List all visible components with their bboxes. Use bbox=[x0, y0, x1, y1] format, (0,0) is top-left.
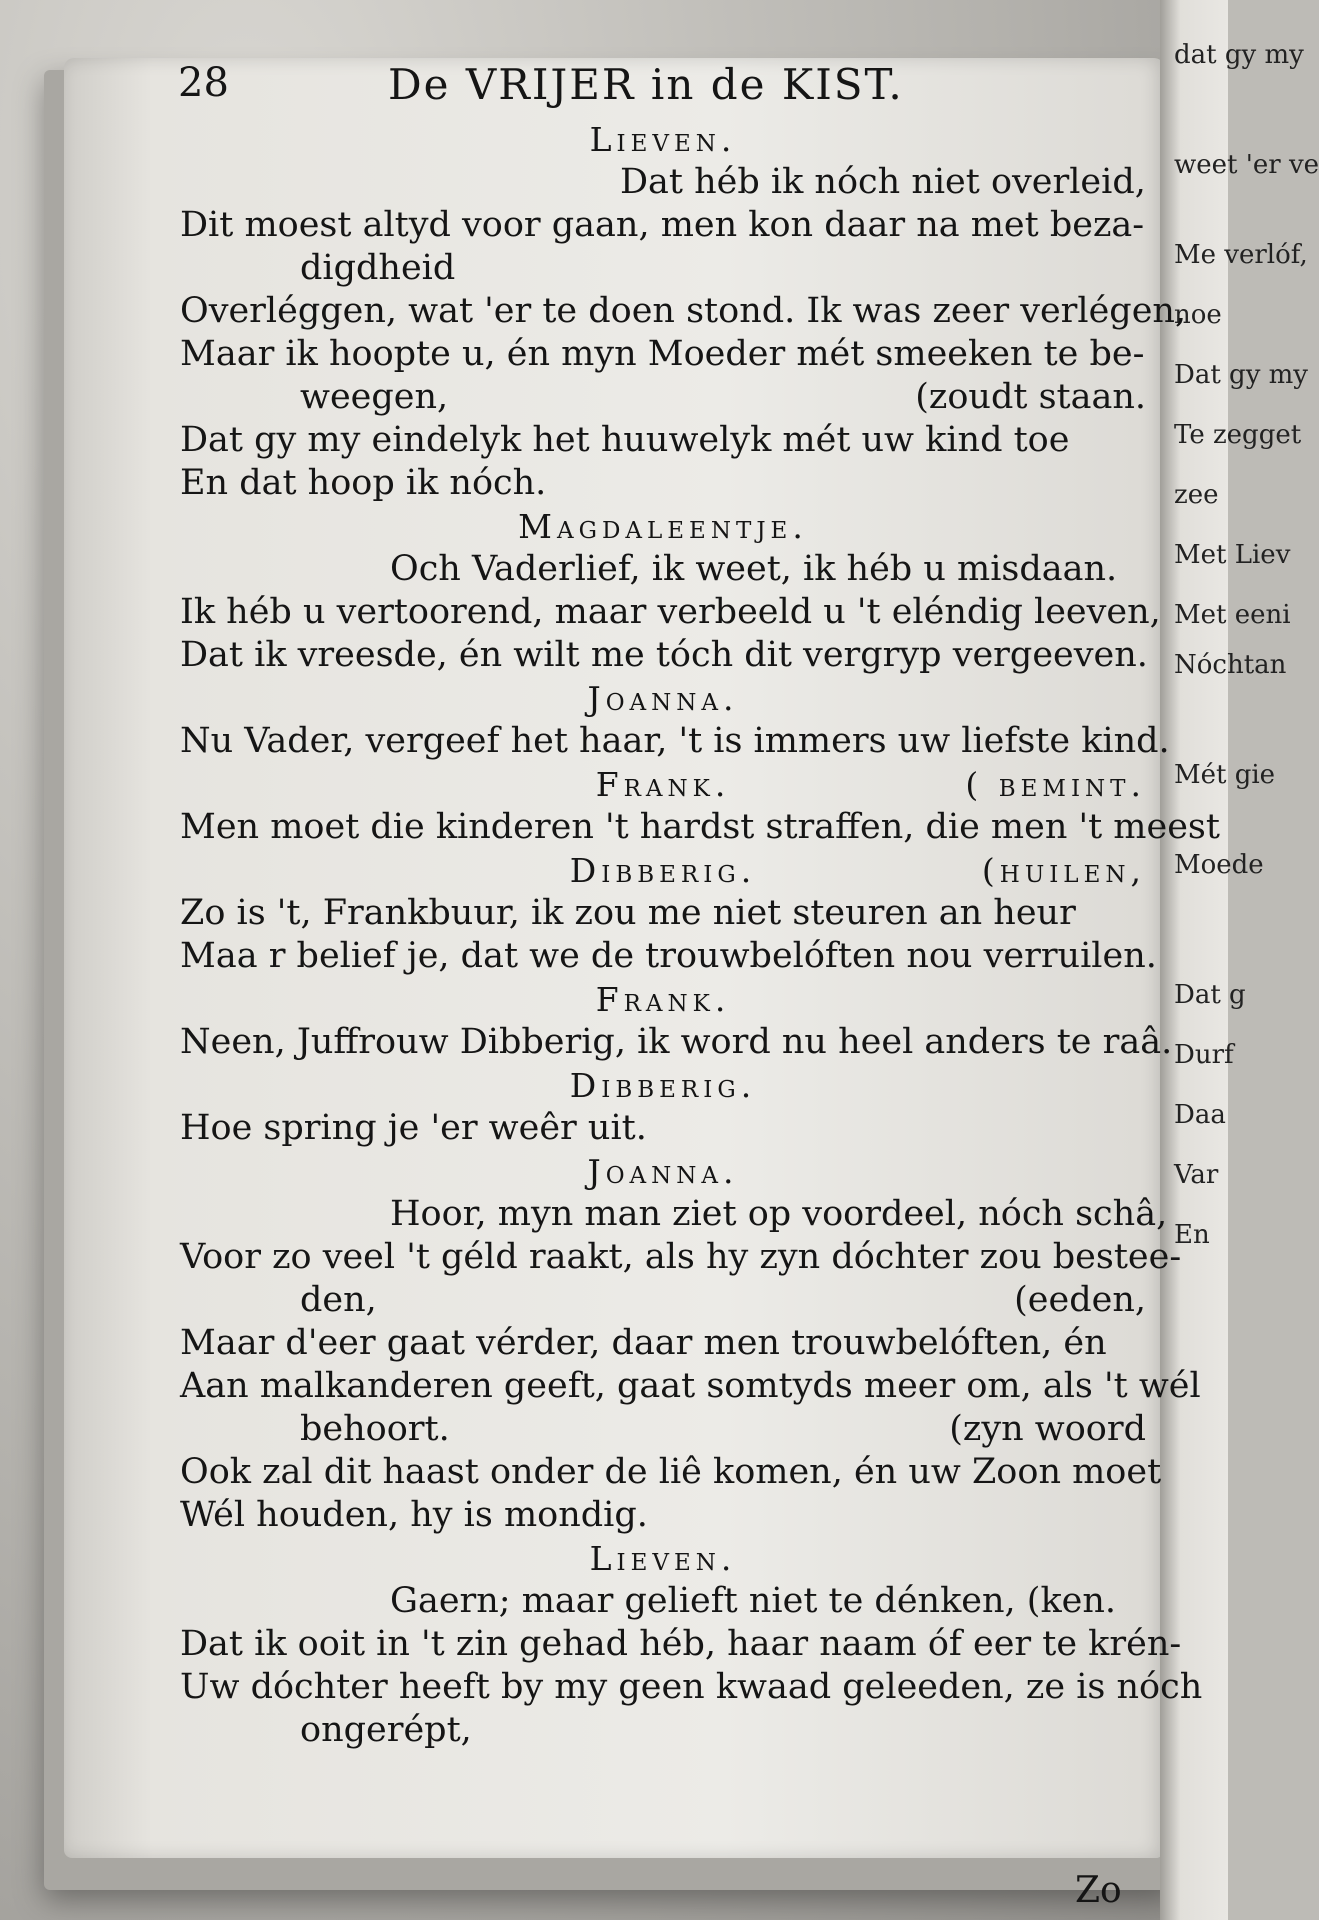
line-text: Gaern; maar gelieft niet te dénken, (ken. bbox=[390, 1581, 1117, 1621]
speaker-name bbox=[180, 1537, 1146, 1580]
verse-line bbox=[180, 376, 1146, 419]
verse-line bbox=[180, 247, 1146, 290]
facing-page-fragment: Moede bbox=[1174, 850, 1264, 880]
verse-line bbox=[180, 1451, 1162, 1494]
verse-line bbox=[180, 634, 1146, 677]
verse-line bbox=[180, 1666, 1203, 1709]
line-text: behoort. bbox=[300, 1409, 450, 1449]
overflow-text: (eeden, bbox=[1014, 1280, 1146, 1320]
speaker-name bbox=[180, 1064, 1146, 1107]
verse-line bbox=[180, 548, 1146, 591]
verse-line bbox=[180, 1580, 1146, 1623]
verse-line bbox=[180, 1279, 1146, 1322]
running-title: De VRIJER in de KIST. bbox=[388, 60, 904, 109]
line-text: Wél houden, hy is mondig. bbox=[180, 1495, 648, 1535]
overflow-text: (zoudt staan. bbox=[915, 377, 1146, 417]
facing-page-fragment: En bbox=[1174, 1220, 1210, 1250]
catchword: Zo bbox=[1075, 1870, 1122, 1911]
line-text: Joanna. bbox=[587, 679, 739, 718]
speaker-name bbox=[180, 978, 1146, 1021]
line-text: Lieven. bbox=[589, 1539, 737, 1578]
line-text: Uw dóchter heeft by my geen kwaad geleeden, ze is nóch bbox=[180, 1667, 1203, 1707]
overflow-text: ( bemint. bbox=[965, 765, 1146, 804]
overflow-text: (zyn woord bbox=[949, 1409, 1146, 1449]
line-text: Maar ik hoopte u, én myn Moeder mét smeeken te be- bbox=[180, 334, 1145, 374]
line-text: Overléggen, wat 'er te doen stond. Ik was zeer verlégen, bbox=[180, 291, 1187, 331]
line-text: Dat héb ik nóch niet overleid, bbox=[620, 162, 1146, 202]
facing-page-fragment: Met Liev bbox=[1174, 540, 1291, 570]
line-text: Maar d'eer gaat vérder, daar men trouwbelóften, én bbox=[180, 1323, 1107, 1363]
facing-page-fragment: Dat gy my bbox=[1174, 360, 1308, 390]
line-text: Aan malkanderen geeft, gaat somtyds meer om, als 't wél bbox=[180, 1366, 1201, 1406]
verse-line bbox=[180, 419, 1146, 462]
line-text: Maa r belief je, dat we de trouwbelóften nou verruilen. bbox=[180, 936, 1157, 976]
verse-line bbox=[180, 290, 1187, 333]
verse-line bbox=[180, 1623, 1182, 1666]
line-text: weegen, bbox=[300, 377, 449, 417]
verse-line bbox=[180, 935, 1157, 978]
verse-line bbox=[180, 462, 1146, 505]
speaker-name bbox=[180, 1150, 1146, 1193]
facing-page-fragment: dat gy my bbox=[1174, 40, 1304, 70]
facing-page-fragment: Var bbox=[1174, 1160, 1219, 1190]
facing-page-fragment: noe bbox=[1174, 300, 1222, 330]
line-text: Dibberig. bbox=[569, 1066, 757, 1105]
line-text: Voor zo veel 't géld raakt, als hy zyn dóchter zou bestee- bbox=[180, 1237, 1182, 1277]
speaker-name bbox=[180, 677, 1146, 720]
line-text: En dat hoop ik nóch. bbox=[180, 463, 547, 503]
running-head bbox=[178, 60, 1138, 110]
overflow-text: (huilen, bbox=[981, 851, 1146, 890]
facing-page-fragment: zee bbox=[1174, 480, 1219, 510]
verse-line bbox=[180, 806, 1220, 849]
verse-line bbox=[180, 1494, 1146, 1537]
verse-line bbox=[180, 591, 1161, 634]
facing-page-fragment: Mét gie bbox=[1174, 760, 1276, 790]
speaker-name bbox=[180, 849, 1146, 892]
verse-line bbox=[180, 1236, 1182, 1279]
line-text: Dat gy my eindelyk het huuwelyk mét uw kind toe bbox=[180, 420, 1070, 460]
verse-line bbox=[180, 1107, 1146, 1150]
speaker-name bbox=[180, 118, 1146, 161]
line-text: Hoe spring je 'er weêr uit. bbox=[180, 1108, 647, 1148]
verse-line bbox=[180, 161, 1146, 204]
line-text: Nu Vader, vergeef het haar, 't is immers uw liefste kind. bbox=[180, 721, 1170, 761]
page-number: 28 bbox=[178, 60, 229, 106]
facing-page-fragment: Me verlóf, bbox=[1174, 240, 1308, 270]
line-text: Hoor, myn man ziet op voordeel, nóch schâ, bbox=[390, 1194, 1168, 1234]
facing-page-fragment: weet 'er ve bbox=[1174, 150, 1319, 180]
facing-page-fragment: Dat g bbox=[1174, 980, 1246, 1010]
verse-line bbox=[180, 1709, 1146, 1752]
line-text: Dat ik ooit in 't zin gehad héb, haar naam óf eer te krén- bbox=[180, 1624, 1182, 1664]
facing-page-fragment: Daa bbox=[1174, 1100, 1226, 1130]
line-text: Ook zal dit haast onder de liê komen, én uw Zoon moet bbox=[180, 1452, 1162, 1492]
verse-line bbox=[180, 720, 1170, 763]
line-text: Frank. bbox=[595, 765, 731, 804]
line-text: Men moet die kinderen 't hardst straffen, die men 't meest bbox=[180, 807, 1220, 847]
verse-line bbox=[180, 204, 1146, 247]
speaker-name bbox=[180, 505, 1146, 548]
line-text: Frank. bbox=[595, 980, 731, 1019]
speaker-name bbox=[180, 763, 1146, 806]
line-text: Magdaleentje. bbox=[518, 507, 808, 546]
line-text: Zo is 't, Frankbuur, ik zou me niet steuren an heur bbox=[180, 893, 1076, 933]
facing-page-fragment: Te zegget bbox=[1174, 420, 1302, 450]
line-text: Dit moest altyd voor gaan, men kon daar na met beza- bbox=[180, 205, 1145, 245]
verse-line bbox=[180, 892, 1146, 935]
verse-line bbox=[180, 333, 1146, 376]
facing-page-fragment: Met eeni bbox=[1174, 600, 1291, 630]
verse-line bbox=[180, 1408, 1146, 1451]
line-text: den, bbox=[300, 1280, 377, 1320]
line-text: Dibberig. bbox=[569, 851, 757, 890]
line-text: Dat ik vreesde, én wilt me tóch dit vergryp vergeeven. bbox=[180, 635, 1148, 675]
facing-page-fragment: Nóchtan bbox=[1174, 650, 1287, 680]
verse-line bbox=[180, 1021, 1173, 1064]
line-text: Lieven. bbox=[589, 120, 737, 159]
verse-line bbox=[180, 1322, 1146, 1365]
line-text: ongerépt, bbox=[300, 1710, 472, 1750]
line-text: Och Vaderlief, ik weet, ik héb u misdaan. bbox=[390, 549, 1118, 589]
line-text: digdheid bbox=[300, 248, 456, 288]
line-text: Neen, Juffrouw Dibberig, ik word nu heel anders te raâ. bbox=[180, 1022, 1173, 1062]
verse-line bbox=[180, 1365, 1201, 1408]
line-text: Ik héb u vertoorend, maar verbeeld u 't eléndig leeven, bbox=[180, 592, 1161, 632]
facing-page-fragment: Durf bbox=[1174, 1040, 1234, 1070]
line-text: Joanna. bbox=[587, 1152, 739, 1191]
verse-line bbox=[180, 1193, 1168, 1236]
